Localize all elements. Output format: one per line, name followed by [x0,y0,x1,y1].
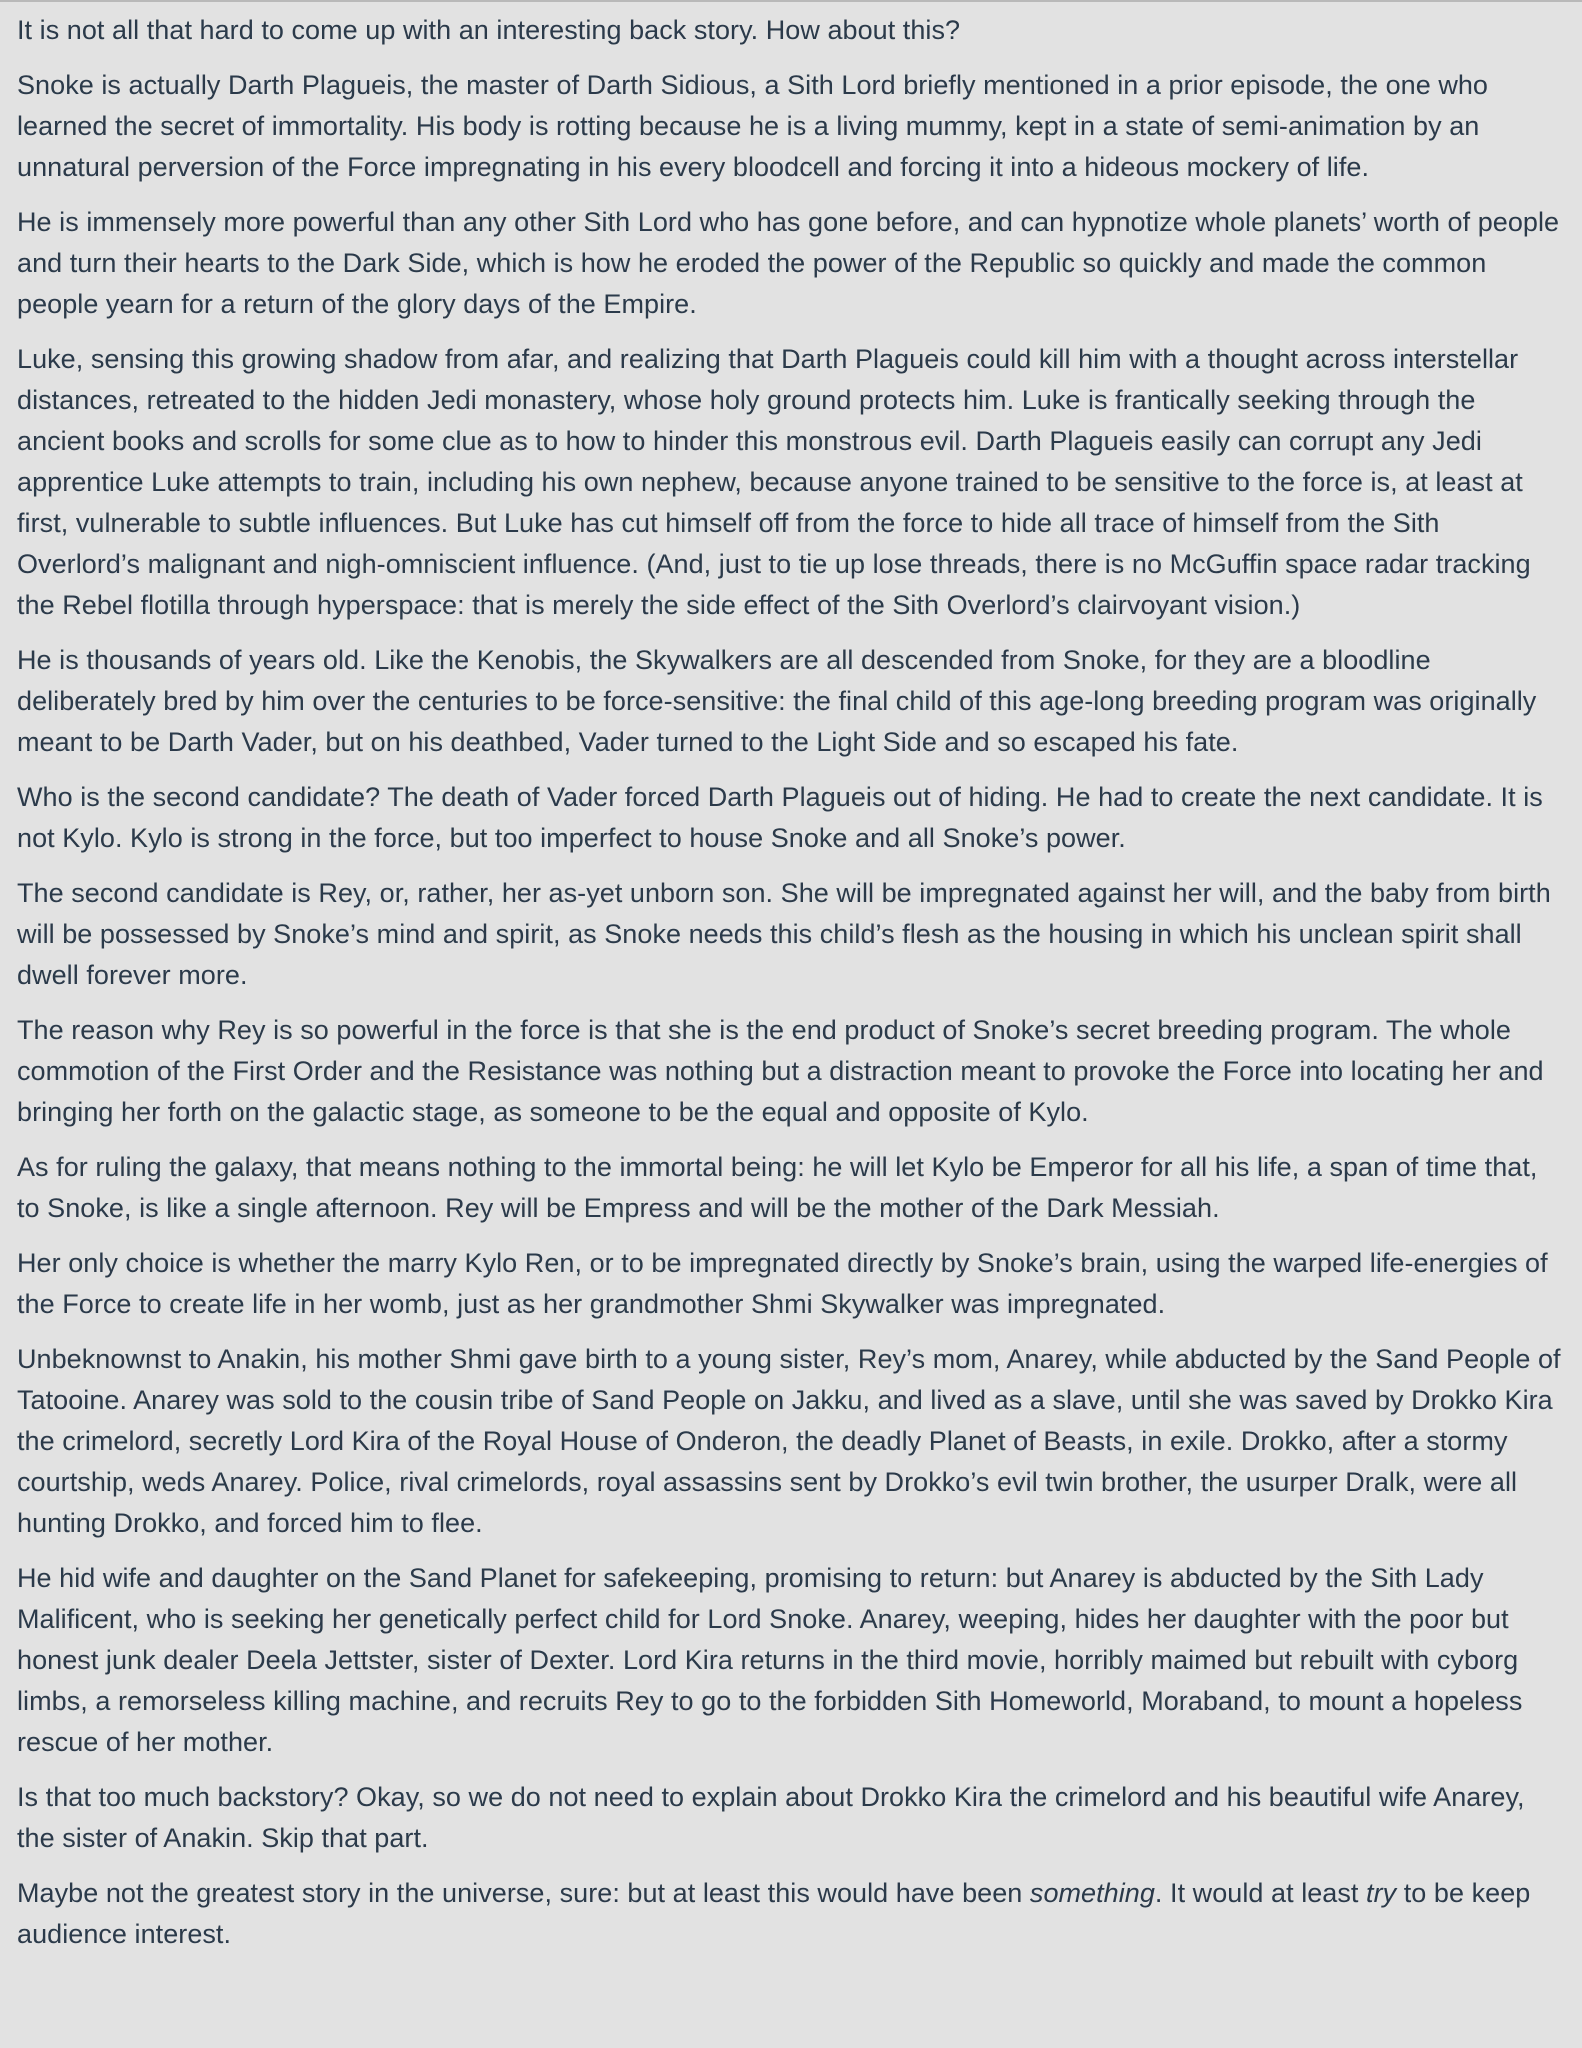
paragraph: Her only choice is whether the marry Kylo Ren, or to be impregnated directly by Snoke’s brain, using the warped life-energies of the Force to create life in her womb, just as her grandmother Shmi Skywalker was impregnated. [17,1248,1548,1319]
paragraph: The second candidate is Rey, or, rather, her as-yet unborn son. She will be impregnated against her will, and the baby from birth will be possessed by Snoke’s mind and spirit, as Snoke needs this child’s flesh as the housing in which his unclean spirit shall dwell forever more. [17,878,1551,990]
paragraph: It is not all that hard to come up with an interesting back story. How about this? [17,15,961,45]
closing-paragraph [17,1873,1565,1955]
paragraph: Who is the second candidate? The death of Vader forced Darth Plagueis out of hiding. He had to create the next candidate. It is not Kylo. Kylo is strong in the force, but too imperfect to house Snoke and all Snoke’s power. [17,782,1543,853]
emphasis-something: something [1029,1878,1155,1908]
paragraph: Unbeknownst to Anakin, his mother Shmi gave birth to a young sister, Rey’s mom, Anarey, while abducted by the Sand People of Tatooine. Anarey was sold to the cousin tribe of Sand People on Jakku, and lived as a slave, until she was saved by Drokko Kira the crimelord, secretly Lord Kira of the Royal House of Onderon, the deadly Planet of Beasts, in exile. Drokko, after a stormy courtship, weds Anarey. Police, rival crimelords, royal assassins sent by Drokko’s evil twin brother, the usurper Dralk, were all hunting Drokko, and forced him to flee. [17,1344,1561,1538]
paragraph: He is thousands of years old. Like the Kenobis, the Skywalkers are all descended from Snoke, for they are a bloodline deliberately bred by him over the centuries to be force-sensitive: the final child of this age-long breeding program was originally meant to be Darth Vader, but on his deathbed, Vader turned to the Light Side and so escaped his fate. [17,645,1537,757]
paragraph: Is that too much backstory? Okay, so we do not need to explain about Drokko Kira the crimelord and his beautiful wife Anarey, the sister of Anakin. Skip that part. [17,1782,1525,1853]
article-body [0,2,1582,1955]
paragraph: As for ruling the galaxy, that means nothing to the immortal being: he will let Kylo be Emperor for all his life, a span of time that, to Snoke, is like a single afternoon. Rey will be Empress and will be the mother of the Dark Messiah. [17,1152,1538,1223]
paragraph: Luke, sensing this growing shadow from afar, and realizing that Darth Plagueis could kill him with a thought across interstellar distances, retreated to the hidden Jedi monastery, whose holy ground protects him. Luke is frantically seeking through the ancient books and scrolls for some clue as to how to hinder this monstrous evil. Darth Plagueis easily can corrupt any Jedi apprentice Luke attempts to train, including his own nephew, because anyone trained to be sensitive to the force is, at least at first, vulnerable to subtle influences. But Luke has cut himself off from the force to hide all trace of himself from the Sith Overlord’s malignant and nigh-omniscient influence. (And, just to tie up lose threads, there is no McGuffin space radar tracking the Rebel flotilla through hyperspace: that is merely the side effect of the Sith Overlord’s clairvoyant vision.) [17,344,1531,620]
paragraph: He hid wife and daughter on the Sand Planet for safekeeping, promising to return: but Anarey is abducted by the Sith Lady Malificent, who is seeking her genetically perfect child for Lord Snoke. Anarey, weeping, hides her daughter with the poor but honest junk dealer Deela Jettster, sister of Dexter. Lord Kira returns in the third movie, horribly maimed but rebuilt with cyborg limbs, a remorseless killing machine, and recruits Rey to go to the forbidden Sith Homeworld, Moraband, to mount a hopeless rescue of her mother. [17,1563,1523,1757]
paragraph: Snoke is actually Darth Plagueis, the master of Darth Sidious, a Sith Lord briefly mentioned in a prior episode, the one who learned the secret of immortality. His body is rotting because he is a living mummy, kept in a state of semi-animation by an unnatural perversion of the Force impregnating in his every bloodcell and forcing it into a hideous mockery of life. [17,70,1489,182]
paragraph: The reason why Rey is so powerful in the force is that she is the end product of Snoke’s secret breeding program. The whole commotion of the First Order and the Resistance was nothing but a distraction meant to provoke the Force into locating her and bringing her forth on the galactic stage, as someone to be the equal and opposite of Kylo. [17,1015,1544,1127]
emphasis-try: try [1366,1878,1397,1908]
closing-text-part: . It would at least [1154,1878,1367,1908]
closing-text-part: to be keep audience interest. [17,1878,1531,1949]
paragraph: He is immensely more powerful than any other Sith Lord who has gone before, and can hypnotize whole planets’ worth of people and turn their hearts to the Dark Side, which is how he eroded the power of the Republic so quickly and made the common people yearn for a return of the glory days of the Empire. [17,207,1560,319]
closing-text-part: Maybe not the greatest story in the universe, sure: but at least this would have been [17,1878,1030,1908]
